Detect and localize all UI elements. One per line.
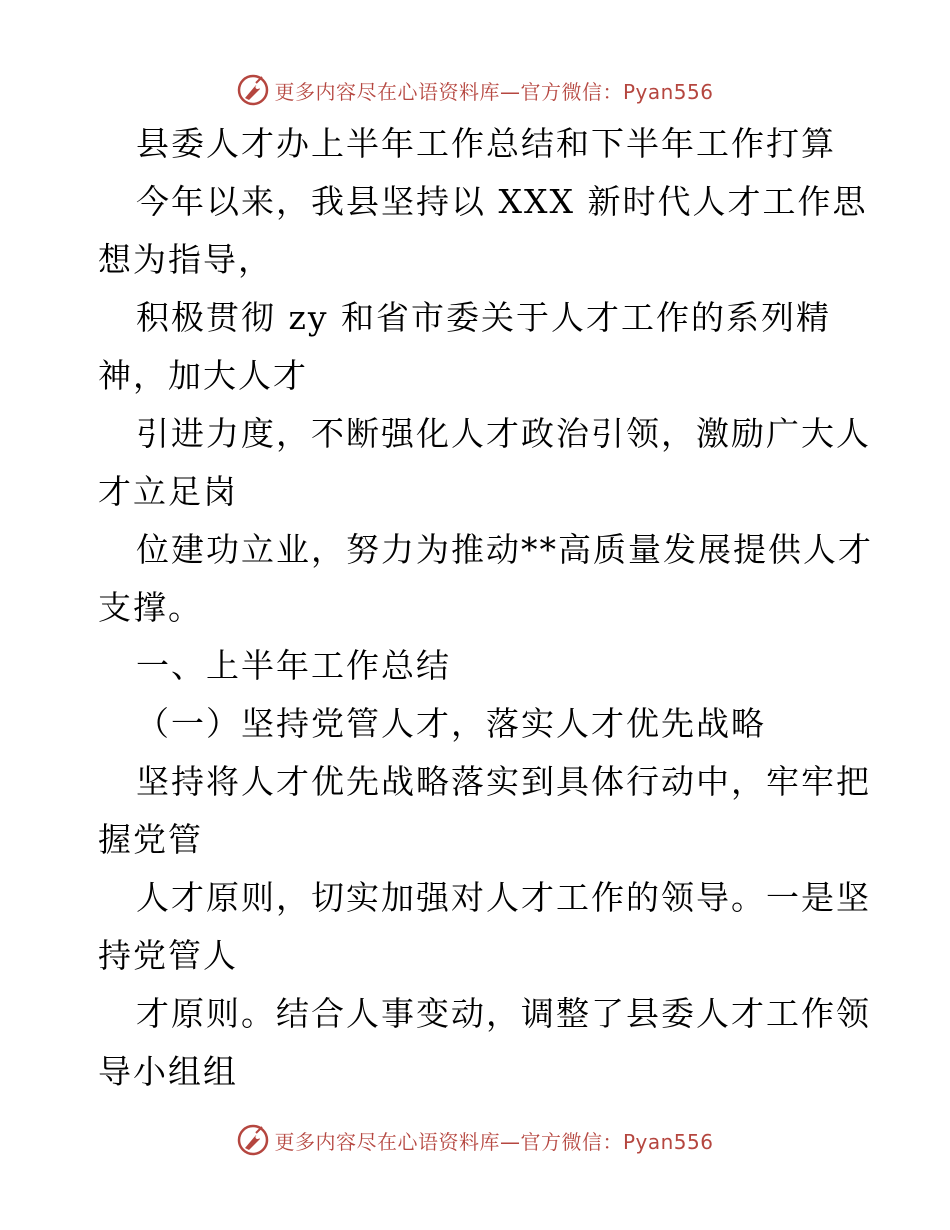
paragraph-line: 想为指导， [98, 240, 273, 279]
paragraph-line: 才原则。结合人事变动，调整了县委人才工作领 [136, 994, 871, 1033]
paragraph-line: 位建功立业，努力为推动**高质量发展提供人才 [136, 530, 873, 569]
paragraph-line: 坚持将人才优先战略落实到具体行动中，牢牢把 [136, 762, 871, 801]
paragraph-line: 神，加大人才 [98, 356, 308, 395]
header-banner [0, 70, 950, 110]
paragraph-line: 支撑。 [98, 588, 203, 627]
document-body [98, 115, 873, 1101]
paragraph-line: 积极贯彻 zy 和省市委关于人才工作的系列精 [136, 298, 832, 337]
pen-nib-logo-icon [236, 73, 270, 107]
document-title: 县委人才办上半年工作总结和下半年工作打算 [136, 124, 836, 163]
paragraph-line: 今年以来，我县坚持以 XXX 新时代人才工作思 [136, 182, 868, 221]
paragraph-line: 导小组组 [98, 1052, 238, 1091]
paragraph-line: 握党管 [98, 820, 203, 859]
paragraph-line: 持党管人 [98, 936, 238, 975]
footer-banner [0, 1120, 950, 1160]
paragraph-line: 才立足岗 [98, 472, 238, 511]
pen-nib-logo-icon [236, 1123, 270, 1157]
paragraph-line: 人才原则，切实加强对人才工作的领导。一是坚 [136, 878, 871, 917]
subsection-heading: （一）坚持党管人才，落实人才优先战略 [136, 704, 766, 743]
footer-banner-text: 更多内容尽在心语资料库—官方微信：Pyan556 [274, 1129, 714, 1154]
section-heading: 一、上半年工作总结 [136, 646, 451, 685]
header-banner-text: 更多内容尽在心语资料库—官方微信：Pyan556 [274, 79, 714, 104]
paragraph-line: 引进力度，不断强化人才政治引领，激励广大人 [136, 414, 871, 453]
